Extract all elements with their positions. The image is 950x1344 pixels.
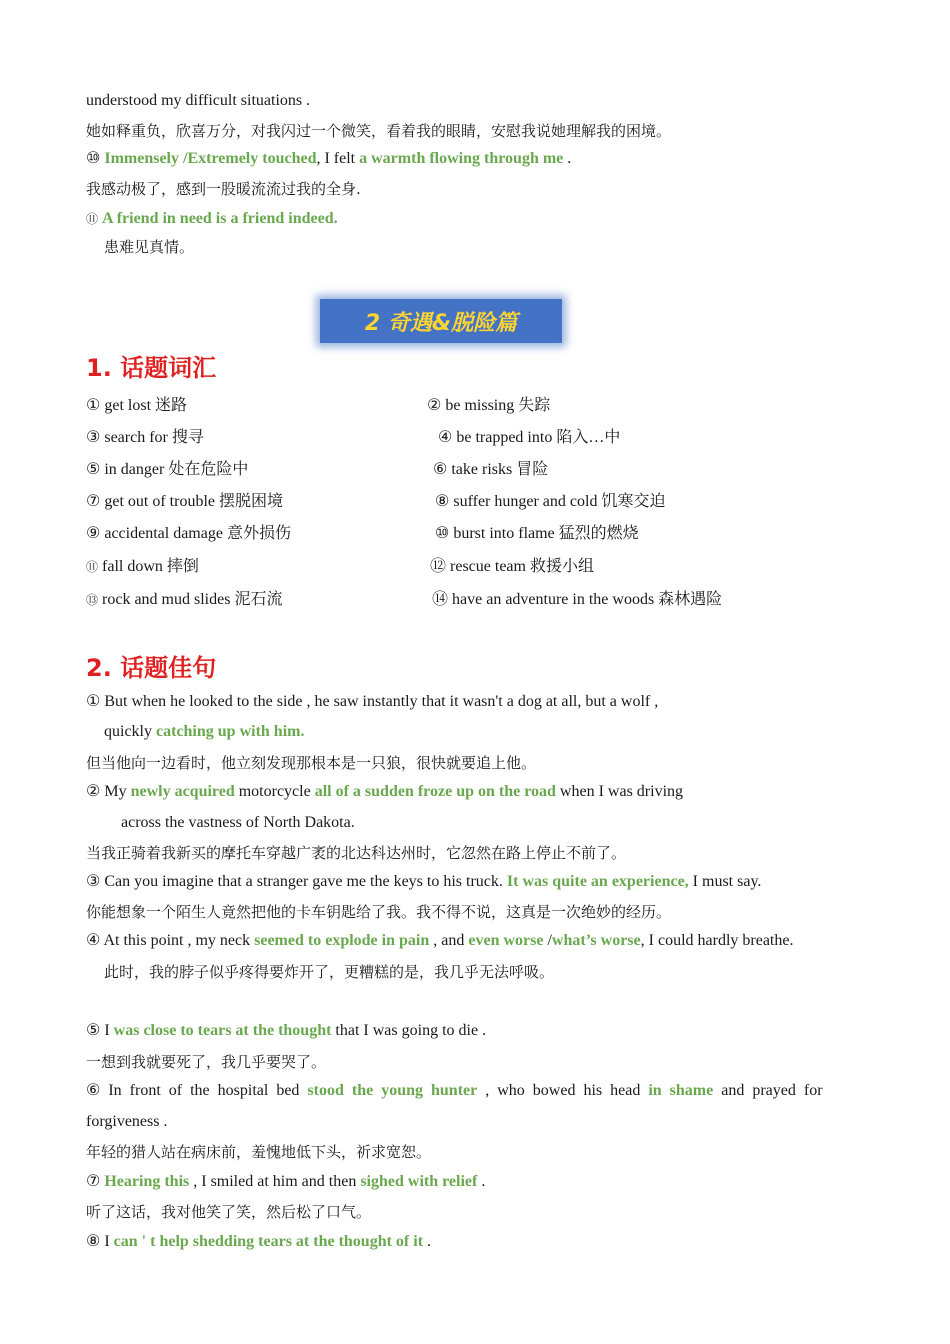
intro-translation: 她如释重负，欣喜万分，对我闪过一个微笑，看着我的眼睛，安慰我说她理解我的困境。 <box>86 122 672 140</box>
sentence-2-translation: 当我正骑着我新买的摩托车穿越广袤的北达科达州时，它忽然在路上停止不前了。 <box>86 844 627 862</box>
highlight-phrase: even worse <box>468 932 544 949</box>
vocab-item: ④ be trapped into 陷入…中 <box>438 429 621 446</box>
sentence-7: ⑦ Hearing this , I smiled at him and then sighed with relief . <box>86 1173 486 1190</box>
vocab-item: ⑦ get out of trouble 摆脱困境 <box>86 493 283 510</box>
sentence-number: ⑪ <box>86 212 99 226</box>
sentence-3: ③ Can you imagine that a stranger gave me the keys to his truck. It was quite an experience, I must say. <box>86 873 762 890</box>
sentence-3-translation: 你能想象一个陌生人竟然把他的卡车钥匙给了我。我不得不说，这真是一次绝妙的经历。 <box>86 903 672 921</box>
sentence-6-cont: forgiveness . <box>86 1113 168 1130</box>
highlight-phrase: A friend in need is a friend indeed. <box>102 210 338 227</box>
vocab-item: ⑥ take risks 冒险 <box>433 461 549 478</box>
highlight-phrase: stood the young hunter <box>307 1082 478 1099</box>
vocab-item: ⑬ rock and mud slides 泥石流 <box>86 591 283 608</box>
highlight-phrase: Hearing this <box>104 1173 190 1190</box>
section-banner <box>320 299 562 343</box>
highlight-phrase: seemed to explode in pain <box>254 932 430 949</box>
sentence-4: ④ At this point , my neck seemed to explode in pain , and even worse /what’s worse, I could hardly breathe. <box>86 932 794 949</box>
highlight-phrase: newly acquired <box>130 783 235 800</box>
sentence-text: . <box>563 150 572 167</box>
vocab-item: ⑧ suffer hunger and cold 饥寒交迫 <box>435 493 666 510</box>
sentence-text: , I felt <box>316 150 360 167</box>
vocab-item: ⑪ fall down 摔倒 <box>86 558 199 575</box>
vocab-item: ① get lost 迷路 <box>86 397 188 414</box>
sentence-8: ⑧ I can ' t help shedding tears at the thought of it . <box>86 1233 432 1250</box>
vocab-item: ② be missing 失踪 <box>427 397 551 414</box>
sentence-7-translation: 听了这话，我对他笑了笑，然后松了口气。 <box>86 1203 372 1221</box>
highlight-phrase: what’s worse <box>551 932 641 949</box>
sentence-6: ⑥ In front of the hospital bed stood the young hunter , who bowed his head in shame and prayed for <box>86 1082 823 1099</box>
vocab-item: ⑭ have an adventure in the woods 森林遇险 <box>432 591 723 608</box>
sentence-11-translation: 患难见真情。 <box>104 238 195 256</box>
vocab-item: ⑤ in danger 处在危险中 <box>86 461 249 478</box>
sentence-5-translation: 一想到我就要死了，我几乎要哭了。 <box>86 1053 327 1071</box>
highlight-phrase: a warmth flowing through me <box>359 150 564 167</box>
highlight-phrase: all of a sudden froze up on the road <box>314 783 556 800</box>
highlight-phrase: was close to tears at the thought <box>113 1022 332 1039</box>
intro-line: understood my difficult situations . <box>86 92 311 109</box>
sentence-number: ⑩ <box>86 150 101 167</box>
vocab-item: ⑨ accidental damage 意外损伤 <box>86 525 291 542</box>
sentence-1-translation: 但当他向一边看时，他立刻发现那根本是一只狼，很快就要追上他。 <box>86 754 537 772</box>
sentence-2: ② My newly acquired motorcycle all of a sudden froze up on the road when I was driving <box>86 783 684 800</box>
vocab-item: ⑫ rescue team 救援小组 <box>430 558 594 575</box>
sentences-heading: 2. 话题佳句 <box>86 654 217 682</box>
sentence-1: ① But when he looked to the side , he saw instantly that it wasn't a dog at all, but a wolf , <box>86 693 659 710</box>
vocab-heading: 1. 话题词汇 <box>86 354 217 382</box>
sentence-5: ⑤ I was close to tears at the thought that I was going to die . <box>86 1022 487 1039</box>
sentence-text: quickly <box>104 723 156 740</box>
vocab-item: ⑩ burst into flame 猛烈的燃烧 <box>435 525 639 542</box>
vocab-item: ③ search for 搜寻 <box>86 429 204 446</box>
section-banner-title: 2 奇遇&脱险篇 <box>364 310 518 336</box>
sentence-6-translation: 年轻的猎人站在病床前，羞愧地低下头，祈求宽恕。 <box>86 1143 432 1161</box>
highlight-phrase: Immensely /Extremely touched <box>104 150 317 167</box>
highlight-phrase: catching up with him. <box>156 723 305 740</box>
highlight-phrase: in shame <box>648 1082 714 1099</box>
sentence-10-translation: 我感动极了，感到一股暖流流过我的全身. <box>86 180 361 198</box>
sentence-2-cont: across the vastness of North Dakota. <box>121 814 355 831</box>
sentence-1-cont <box>104 722 304 742</box>
highlight-phrase: sighed with relief <box>360 1173 478 1190</box>
sentence-11 <box>86 209 338 229</box>
sentence-10 <box>86 149 571 169</box>
highlight-phrase: It was quite an experience, <box>506 873 689 890</box>
sentence-4-translation: 此时，我的脖子似乎疼得要炸开了，更糟糕的是，我几乎无法呼吸。 <box>104 963 555 981</box>
highlight-phrase: can ' t help shedding tears at the thought of it <box>113 1233 424 1250</box>
